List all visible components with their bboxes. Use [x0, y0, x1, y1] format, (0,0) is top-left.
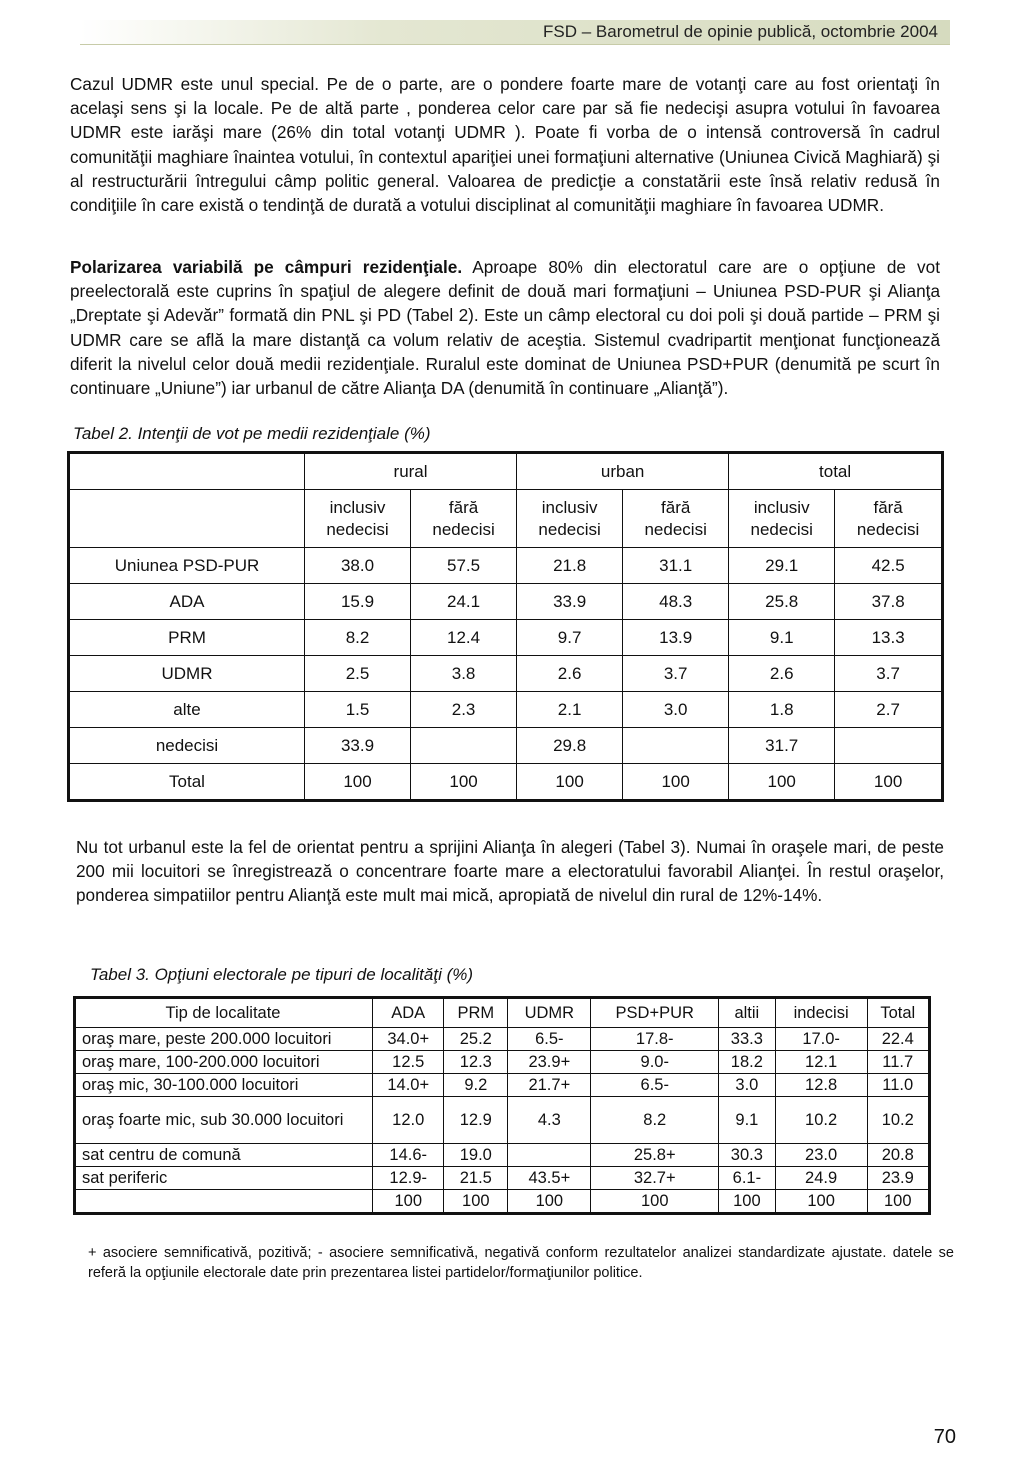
table2-subheader: fără nedecisi [835, 490, 943, 548]
paragraph-body: Aproape 80% din electoratul care are o opţiune de vot preelectorală este cuprins în spaţiul de alegere definit de două mari formaţiuni – Uniunea PSD-PUR şi Alianţa „Dreptate şi Adevăr” formată din PNL şi PD (Tabel 2). Este un câmp electoral cu doi poli şi două partide – PRM şi UDMR care se află la mare distanţă ca volum relativ de aceştia. Sistemul cvadripartit menţionat funcţionează diferit la nivelul celor două medii rezidenţiale. Ruralul este dominat de Uniunea PSD+PUR (denumită pe scurt în continuare „Uniune”) iar urbanul de către Alianţa DA (denumită în continuare „Alianţă”). [70, 257, 940, 399]
table3-cell: 100 [718, 1190, 775, 1214]
table3-column-header: altii [718, 998, 775, 1028]
table3-cell: 12.5 [373, 1051, 444, 1074]
table3-cell: 14.6- [373, 1144, 444, 1167]
table3-cell: 21.5 [444, 1167, 508, 1190]
table-row [75, 1190, 930, 1214]
table3-body [75, 1028, 930, 1214]
table2-subheader: inclusiv nedecisi [305, 490, 411, 548]
table2-cell: 13.9 [623, 620, 729, 656]
table-row [69, 728, 943, 764]
table3-cell: 12.1 [775, 1051, 867, 1074]
table2-cell [411, 728, 517, 764]
table2-row-label: Total [69, 764, 305, 801]
table2-cell: 1.5 [305, 692, 411, 728]
table3-cell: 10.2 [775, 1097, 867, 1144]
table2-cell: 9.7 [517, 620, 623, 656]
table3-column-header: PSD+PUR [591, 998, 719, 1028]
table2-cell: 24.1 [411, 584, 517, 620]
table2-cell: 33.9 [305, 728, 411, 764]
table2-row-label: ADA [69, 584, 305, 620]
table-row [75, 1167, 930, 1190]
table3-cell: 21.7+ [508, 1074, 591, 1097]
table2-cell: 100 [835, 764, 943, 801]
table3-cell: 12.8 [775, 1074, 867, 1097]
table2-subheader: inclusiv nedecisi [729, 490, 835, 548]
table3-cell: 10.2 [867, 1097, 930, 1144]
table3-row-label: oraş mare, peste 200.000 locuitori [75, 1028, 373, 1051]
table3-cell: 100 [373, 1190, 444, 1214]
table2-cell: 3.8 [411, 656, 517, 692]
table3-cell: 9.1 [718, 1097, 775, 1144]
table3-cell: 23.0 [775, 1144, 867, 1167]
table2-cell: 42.5 [835, 548, 943, 584]
table2-cell: 37.8 [835, 584, 943, 620]
table3-row-label: oraş mare, 100-200.000 locuitori [75, 1051, 373, 1074]
table3-cell: 9.0- [591, 1051, 719, 1074]
table3-cell: 33.3 [718, 1028, 775, 1051]
table2-row-label: UDMR [69, 656, 305, 692]
table2-cell: 25.8 [729, 584, 835, 620]
table-row [75, 1097, 930, 1144]
table3-cell: 12.9- [373, 1167, 444, 1190]
table3-cell: 8.2 [591, 1097, 719, 1144]
table2-cell: 2.5 [305, 656, 411, 692]
table2-cell: 57.5 [411, 548, 517, 584]
table2-cell: 48.3 [623, 584, 729, 620]
table2-corner [69, 490, 305, 548]
table3-cell: 100 [444, 1190, 508, 1214]
table2-cell: 1.8 [729, 692, 835, 728]
table3-column-header: PRM [444, 998, 508, 1028]
table3-column-header: UDMR [508, 998, 591, 1028]
table2-group-header: rural [305, 453, 517, 490]
table3-cell: 12.9 [444, 1097, 508, 1144]
table2-cell: 100 [411, 764, 517, 801]
table2-row-label: Uniunea PSD-PUR [69, 548, 305, 584]
table3-cell: 6.5- [591, 1074, 719, 1097]
table2-cell: 33.9 [517, 584, 623, 620]
table3-cell: 43.5+ [508, 1167, 591, 1190]
table2-cell: 100 [305, 764, 411, 801]
paragraph-udmr: Cazul UDMR este unul special. Pe de o parte, are o pondere foarte mare de votanţi care au fost orientaţi în acelaşi sens şi la locale. Pe de altă parte , ponderea celor care par să fie nedecişi asupra votului în favoarea UDMR este iarăşi mare (26% din total votanţi UDMR ). Poate fi vorba de o intensă controversă în cadrul comunităţii maghiare înaintea votului, în contextul apariţiei unei formaţiuni alternative (Uniunea Civică Maghiară) şi al restructurării întregului câmp politic general. Valoarea de predicţie a constatării este însă relativ redusă în condiţiile în care există o tendinţă de durată a votului disciplinat al comunităţii maghiare în favoarea UDMR. [70, 74, 940, 216]
table3-cell: 23.9+ [508, 1051, 591, 1074]
table2-cell: 29.1 [729, 548, 835, 584]
table2-cell: 100 [517, 764, 623, 801]
table3-column-header: Tip de localitate [75, 998, 373, 1028]
table-electoral-options [73, 996, 931, 1215]
table2-corner [69, 453, 305, 490]
footnote: + asociere semnificativă, pozitivă; - asociere semnificativă, negativă conform rezultatelor analizei standardizate ajustate. datele se referă la opţiunile electorale date prin prezentarea listei partidelor/formaţiunilor politice. [88, 1245, 954, 1281]
table2-cell: 29.8 [517, 728, 623, 764]
table3-column-header: Total [867, 998, 930, 1028]
table3-cell: 25.8+ [591, 1144, 719, 1167]
table3-cell: 100 [867, 1190, 930, 1214]
page-header [80, 20, 950, 45]
table3-cell: 18.2 [718, 1051, 775, 1074]
table2-cell: 2.6 [729, 656, 835, 692]
table3-row-label: oraş foarte mic, sub 30.000 locuitori [75, 1097, 373, 1144]
table-row [69, 548, 943, 584]
table3-cell: 14.0+ [373, 1074, 444, 1097]
table3-cell: 23.9 [867, 1167, 930, 1190]
table-row [69, 620, 943, 656]
table2-cell: 3.7 [835, 656, 943, 692]
table2-subheader: inclusiv nedecisi [517, 490, 623, 548]
table-row [75, 1028, 930, 1051]
header-title: FSD – Barometrul de opinie publică, octombrie 2004 [543, 22, 938, 41]
table-voting-intentions [67, 451, 944, 802]
table2-cell: 12.4 [411, 620, 517, 656]
table3-cell: 17.8- [591, 1028, 719, 1051]
table3-cell: 32.7+ [591, 1167, 719, 1190]
table2-cell [623, 728, 729, 764]
table3-cell: 22.4 [867, 1028, 930, 1051]
table3-cell: 3.0 [718, 1074, 775, 1097]
table3-cell: 100 [591, 1190, 719, 1214]
table3-cell: 20.8 [867, 1144, 930, 1167]
table2-row-label: alte [69, 692, 305, 728]
table-row [75, 1051, 930, 1074]
paragraph-heading: Polarizarea variabilă pe câmpuri rezidenţiale. [70, 257, 463, 277]
table3-cell: 4.3 [508, 1097, 591, 1144]
page-number: 70 [933, 1426, 956, 1448]
table2-cell: 15.9 [305, 584, 411, 620]
table2-cell: 2.1 [517, 692, 623, 728]
table3-cell: 30.3 [718, 1144, 775, 1167]
table2-cell: 2.3 [411, 692, 517, 728]
table2-cell: 38.0 [305, 548, 411, 584]
table3-cell: 100 [508, 1190, 591, 1214]
paragraph-urban: Nu tot urbanul este la fel de orientat pentru a sprijini Alianţa în alegeri (Tabel 3). Numai în oraşele mari, de peste 200 mii locuitori se înregistrează o concentrare foarte mare a electoratului favorabil Alianţei. În restul oraşelor, ponderea simpatiilor pentru Alianţă este mult mai mică, apropiată de nivelul din rural de 12%-14%. [76, 837, 944, 906]
table2-subheader: fără nedecisi [411, 490, 517, 548]
table3-caption: Tabel 3. Opţiuni electorale pe tipuri de localităţi (%) [90, 965, 474, 984]
table2-cell: 100 [623, 764, 729, 801]
table3-cell: 12.3 [444, 1051, 508, 1074]
table-row [75, 1144, 930, 1167]
table3-cell: 100 [775, 1190, 867, 1214]
table-row [69, 692, 943, 728]
table2-cell: 2.7 [835, 692, 943, 728]
table3-cell: 9.2 [444, 1074, 508, 1097]
table2-body [69, 548, 943, 801]
table2-cell: 13.3 [835, 620, 943, 656]
table3-row-label: oraş mic, 30-100.000 locuitori [75, 1074, 373, 1097]
table2-cell: 3.0 [623, 692, 729, 728]
table-row [75, 1074, 930, 1097]
table2-caption: Tabel 2. Intenţii de vot pe medii rezidenţiale (%) [73, 424, 431, 443]
table3-cell: 17.0- [775, 1028, 867, 1051]
table-row [69, 764, 943, 801]
table2-cell: 31.7 [729, 728, 835, 764]
table3-header-row [75, 998, 930, 1028]
table-row [69, 656, 943, 692]
table2-group-header: urban [517, 453, 729, 490]
table2-cell: 21.8 [517, 548, 623, 584]
table3-row-label: sat periferic [75, 1167, 373, 1190]
table2-row-label: nedecisi [69, 728, 305, 764]
table3-column-header: indecisi [775, 998, 867, 1028]
table3-row-label: sat centru de comună [75, 1144, 373, 1167]
table3-cell: 11.7 [867, 1051, 930, 1074]
table3-cell: 34.0+ [373, 1028, 444, 1051]
table3-cell: 6.5- [508, 1028, 591, 1051]
table3-column-header: ADA [373, 998, 444, 1028]
table2-cell: 2.6 [517, 656, 623, 692]
table2-row-label: PRM [69, 620, 305, 656]
paragraph-polarization [70, 255, 940, 400]
table3-row-label [75, 1190, 373, 1214]
table3-cell [508, 1144, 591, 1167]
table2-cell: 3.7 [623, 656, 729, 692]
table2-cell: 100 [729, 764, 835, 801]
table-row [69, 584, 943, 620]
table2-cell [835, 728, 943, 764]
table3-cell: 6.1- [718, 1167, 775, 1190]
table2-cell: 8.2 [305, 620, 411, 656]
table3-cell: 11.0 [867, 1074, 930, 1097]
table3-cell: 24.9 [775, 1167, 867, 1190]
table2-cell: 9.1 [729, 620, 835, 656]
table2-group-header: total [729, 453, 943, 490]
table3-cell: 12.0 [373, 1097, 444, 1144]
table2-subheader: fără nedecisi [623, 490, 729, 548]
table3-cell: 19.0 [444, 1144, 508, 1167]
table2-cell: 31.1 [623, 548, 729, 584]
table3-cell: 25.2 [444, 1028, 508, 1051]
